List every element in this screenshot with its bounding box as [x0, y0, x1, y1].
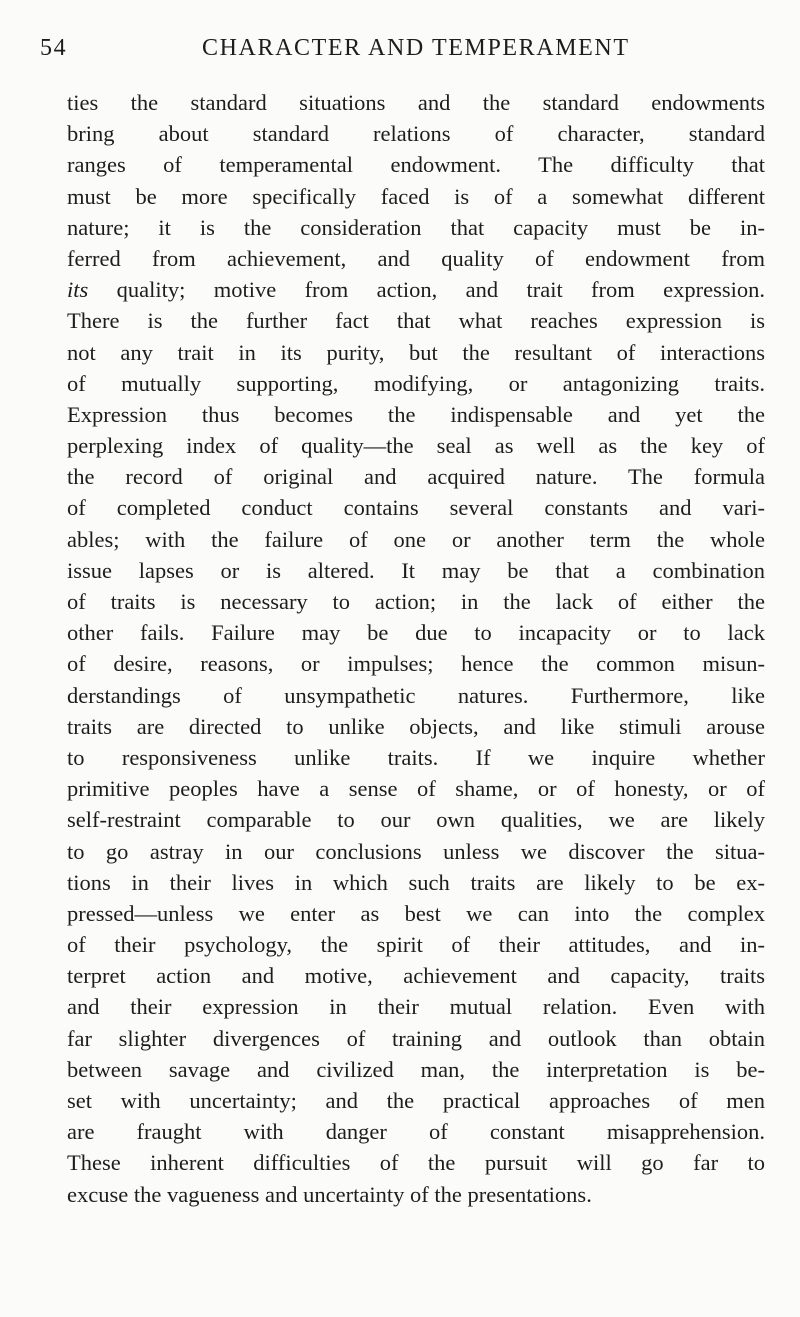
text-line: far slighter divergences of training and outlook than obtain: [67, 1025, 765, 1051]
text-line: tions in their lives in which such traits are likely to be ex-: [67, 869, 765, 895]
text-line: perplexing index of quality—the seal as well as the key of: [67, 433, 765, 459]
text-line-rest: quality; motive from action, and trait from expression.: [116, 277, 765, 303]
text-line: not any trait in its purity, but the resultant of interactions: [67, 339, 765, 365]
text-line: bring about standard relations of character, standard: [67, 121, 765, 147]
text-line: and their expression in their mutual relation. Even with: [67, 994, 765, 1020]
body-paragraph: [67, 87, 765, 1210]
text-line: self-restraint comparable to our own qualities, we are likely: [67, 807, 765, 833]
text-line: traits are directed to unlike objects, and like stimuli arouse: [67, 713, 765, 739]
text-line: to responsiveness unlike traits. If we inquire whether: [67, 744, 765, 770]
text-line: pressed—unless we enter as best we can into the complex: [67, 900, 765, 926]
text-line: primitive peoples have a sense of shame, or of honesty, or of: [67, 776, 765, 802]
text-line: other fails. Failure may be due to incapacity or to lack: [67, 620, 765, 646]
text-line: are fraught with danger of constant misapprehension.: [67, 1119, 765, 1145]
text-line: issue lapses or is altered. It may be that a combination: [67, 557, 765, 583]
page-number: 54: [40, 35, 68, 61]
text-line: of completed conduct contains several constants and vari-: [67, 495, 765, 521]
text-line: ables; with the failure of one or another term the whole: [67, 526, 765, 552]
text-line: between savage and civilized man, the interpretation is be-: [67, 1056, 765, 1082]
text-line: terpret action and motive, achievement and capacity, traits: [67, 963, 765, 989]
italic-word: its: [67, 277, 89, 303]
running-head: [40, 35, 760, 69]
text-line: set with uncertainty; and the practical approaches of men: [67, 1088, 765, 1113]
text-line: Expression thus becomes the indispensable and yet the: [67, 401, 765, 427]
text-line: ferred from achievement, and quality of endowment from: [67, 245, 765, 271]
text-line: nature; it is the consideration that capacity must be in-: [67, 214, 765, 240]
text-line: [67, 274, 765, 305]
text-line: to go astray in our conclusions unless we discover the situa-: [67, 838, 765, 864]
text-line: the record of original and acquired nature. The formula: [67, 464, 765, 490]
text-line: ranges of temperamental endowment. The difficulty that: [67, 152, 765, 178]
text-line: excuse the vagueness and uncertainty of the presentations.: [67, 1181, 592, 1207]
text-line: derstandings of unsympathetic natures. Furthermore, like: [67, 682, 765, 708]
text-line: of desire, reasons, or impulses; hence the common misun-: [67, 651, 765, 677]
text-line: of traits is necessary to action; in the lack of either the: [67, 589, 765, 614]
text-line: of their psychology, the spirit of their attitudes, and in-: [67, 932, 765, 958]
text-line: ties the standard situations and the standard endowments: [67, 90, 765, 115]
text-line: There is the further fact that what reaches expression is: [67, 308, 765, 334]
running-title: CHARACTER AND TEMPERAMENT: [202, 35, 630, 61]
text-line: of mutually supporting, modifying, or antagonizing traits.: [67, 370, 765, 396]
text-line: These inherent difficulties of the pursuit will go far to: [67, 1150, 765, 1176]
text-line: must be more specifically faced is of a somewhat different: [67, 183, 765, 209]
